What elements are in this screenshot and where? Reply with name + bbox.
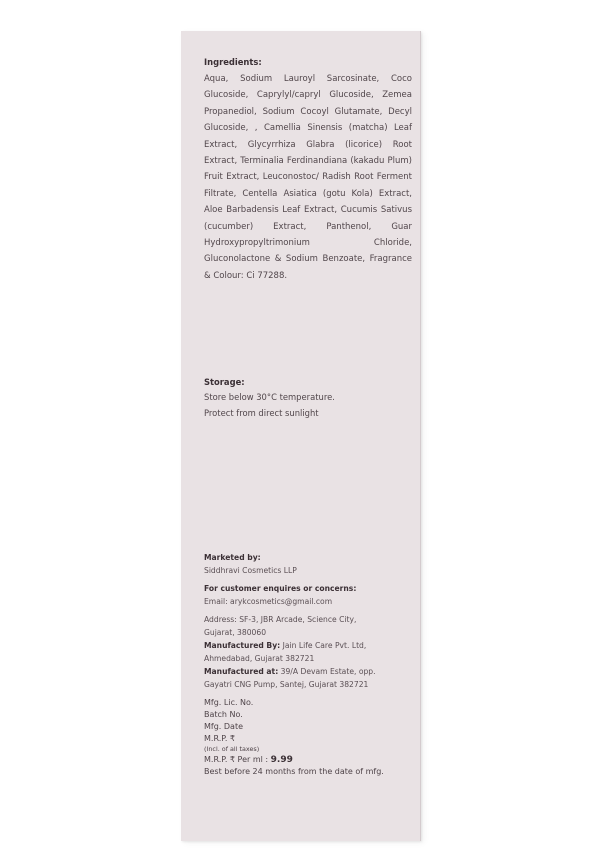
address-line-1: Address: SF-3, JBR Arcade, Science City,	[204, 615, 357, 624]
storage-heading: Storage:	[204, 377, 245, 387]
best-before: Best before 24 months from the date of mfg.	[204, 767, 384, 776]
storage-temperature: Store below 30°C temperature.	[204, 392, 335, 402]
contact-email: Email: arykcosmetics@gmail.com	[204, 597, 333, 606]
mrp-per-ml-label: M.R.P. ₹ Per ml :	[204, 755, 271, 764]
manufactured-at-location: Gayatri CNG Pump, Santej, Gujarat 382721	[204, 680, 369, 689]
marketed-by-value: Siddhravi Cosmetics LLP	[204, 566, 297, 575]
manufactured-by-value: Jain Life Care Pvt. Ltd,	[280, 641, 367, 650]
product-box-back-panel	[181, 31, 421, 841]
manufactured-at-value: 39/A Devam Estate, opp.	[278, 667, 376, 676]
address-line-2: Gujarat, 380060	[204, 628, 267, 637]
ingredients-section	[204, 57, 412, 284]
manufactured-at-label: Manufactured at:	[204, 667, 279, 676]
manufactured-by-city: Ahmedabad, Gujarat 382721	[204, 654, 315, 663]
mfg-lic-no: Mfg. Lic. No.	[204, 698, 254, 707]
manufactured-at-row	[204, 665, 414, 678]
storage-sunlight: Protect from direct sunlight	[204, 408, 319, 418]
manufactured-by-label: Manufactured By:	[204, 641, 281, 650]
mfg-date: Mfg. Date	[204, 722, 244, 731]
mrp-per-ml-row	[204, 754, 414, 766]
incl-taxes-note: (Incl. of all taxes)	[204, 745, 260, 753]
mrp-per-ml-value: 9.99	[270, 755, 293, 765]
manufactured-by-row	[204, 639, 414, 652]
storage-section	[204, 377, 412, 421]
mrp: M.R.P. ₹	[204, 734, 236, 743]
ingredients-text: Aqua, Sodium Lauroyl Sarcosinate, Coco Glucoside, Caprylyl/capryl Glucoside, Zemea Propanediol, Sodium Cocoyl Glutamate, Decyl Glucoside, , Camellia Sinensis (matcha) Leaf Extract, Glycyrrhiza Glabra (licorice) Root Extract, Terminalia Ferdinandiana (kakadu Plum) Fruit Extract, Leuconostoc/ Radish Root Ferment Filtrate, Centella Asiatica (gotu Kola) Extract, Aloe Barbadensis Leaf Extract, Cucumis Sativus (cucumber) Extract, Panthenol, Guar Hydroxypropyltrimonium Chloride, Gluconolactone & Sodium Benzoate, Fragrance & Colour: Ci 77288.	[204, 74, 412, 281]
marketing-section	[204, 551, 414, 691]
ingredients-heading: Ingredients:	[204, 57, 262, 67]
batch-no: Batch No.	[204, 710, 243, 719]
enquiries-label: For customer enquires or concerns:	[204, 584, 357, 593]
marketed-by-label: Marketed by:	[204, 553, 261, 562]
mfg-details-section	[204, 697, 414, 778]
